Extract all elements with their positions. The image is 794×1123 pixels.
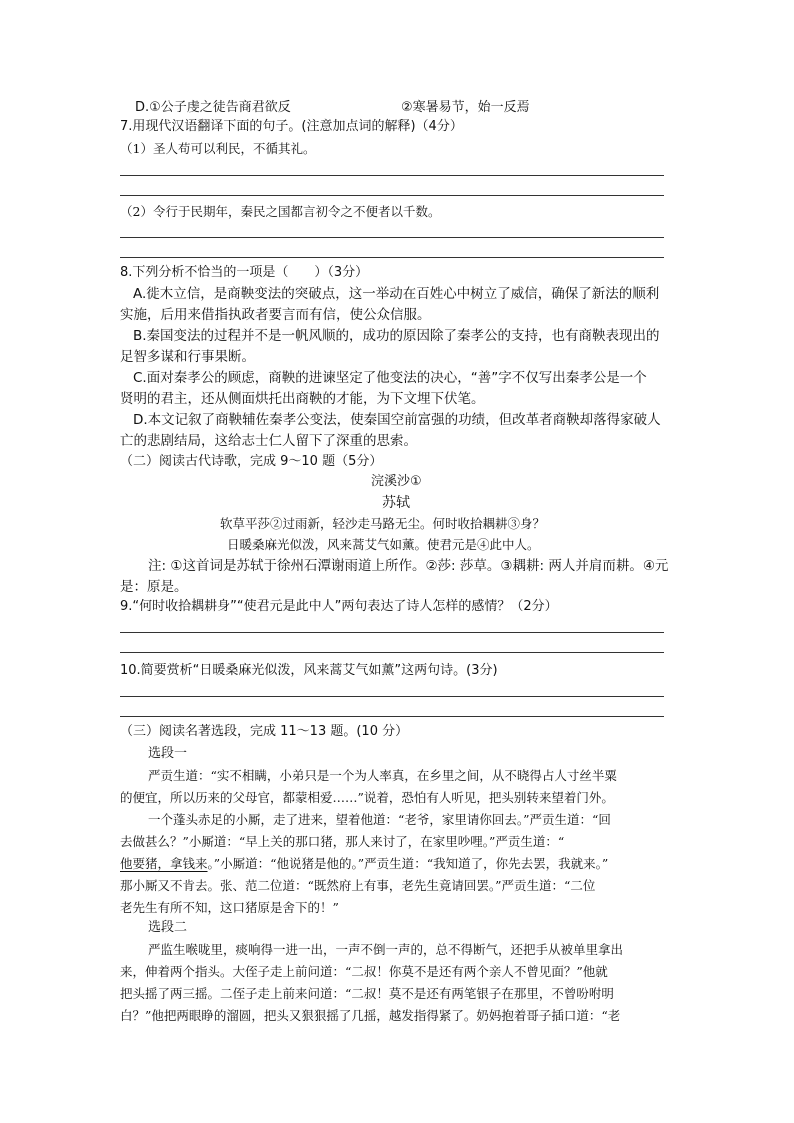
poem-line-1: 软草平莎②过雨新，轻沙走马路无尘。何时收拾耦耕③身？: [220, 516, 546, 531]
q6-option-d-left: D.①公子虔之徒告商君欲反: [135, 100, 291, 115]
classic-section-heading: （三）阅读名著选段，完成 11～13 题。(10 分）: [120, 724, 409, 739]
q8-option-a-line2: 实施，后用来借指执政者要言而有信，使公众信服。: [120, 307, 431, 323]
q8-option-b-line1: B.秦国变法的过程并不是一帆风顺的，成功的原因除了秦孝公的支持，也有商鞅表现出的: [133, 328, 660, 344]
q8-option-a-line1: A.徙木立信，是商鞅变法的突破点，这一举动在百姓心中树立了威信，确保了新法的顺利: [133, 286, 660, 302]
q9-stem: 9.“何时收拾耦耕身”“使君元是此中人”两句表达了诗人怎样的感情？（2分）: [120, 599, 558, 614]
excerpt-1-line: 一个蓬头赤足的小厮，走了进来，望着他道：“老爷，家里请你回去。”严贡生道：“回: [148, 812, 611, 827]
q10-stem: 10.简要赏析“日暖桑麻光似泼，风来蒿艾气如薰”这两句诗。(3分): [120, 663, 498, 678]
excerpt-2-line: 把头摇了两三摇。二侄子走上前来问道：“二叔！莫不是还有两笔银子在那里，不曾吩咐明: [120, 986, 614, 1001]
excerpt-1-line: 去做甚么？”小厮道：“早上关的那口猪，那人来讨了，在家里吵哩。”严贡生道：“: [120, 834, 565, 849]
excerpt-2-line: 来，伸着两个指头。大侄子走上前问道：“二叔！你莫不是还有两个亲人不曾见面？”他就: [120, 964, 608, 979]
q8-option-c-line1: C.面对秦孝公的顾虑，商鞅的进谏坚定了他变法的决心，“善”字不仅写出秦孝公是一个: [133, 370, 647, 386]
excerpt-1-line: [120, 855, 608, 873]
q8-option-b-line2: 足智多谋和行事果断。: [120, 349, 255, 365]
answer-line: [120, 195, 664, 196]
q8-option-c-line2: 贤明的君主，还从侧面烘托出商鞅的才能，为下文埋下伏笔。: [120, 391, 485, 407]
excerpt-1-heading: 选段一: [148, 746, 188, 761]
q7-stem: 7.用现代汉语翻译下面的句子。(注意加点词的解释)（4分）: [120, 119, 463, 134]
excerpt-1-line-rest: 。”小厮道：“他说猪是他的。”严贡生道：“我知道了，你先去罢，我就来。”: [207, 856, 609, 871]
answer-line: [120, 257, 664, 258]
q8-option-d-line1: D.本文记叙了商鞅辅佐秦孝公变法，使秦国空前富强的功绩，但改革者商鞅却落得家破人: [133, 412, 661, 428]
answer-line: [120, 696, 664, 697]
poem-note-line1: 注: ①这首词是苏轼于徐州石潭谢雨道上所作。②莎: 莎草。③耦耕: 两人并肩而耕。④元: [148, 558, 669, 574]
q7-sentence-1: （1）圣人苟可以利民，不循其礼。: [120, 141, 316, 156]
excerpt-1-line: 的便宜，所以历来的父母官，都蒙相爱……”说着，恐怕有人听见，把头别转来望着门外。: [120, 790, 614, 805]
answer-line: [120, 237, 664, 238]
poem-title: 浣溪沙①: [371, 474, 422, 489]
q7-sentence-2: （2）令行于民期年，秦民之国都言初令之不便者以千数。: [120, 204, 441, 219]
excerpt-1-line: 严贡生道：“实不相瞒，小弟只是一个为人率真，在乡里之间，从不晓得占人寸丝半粟: [148, 768, 617, 783]
excerpt-2-line: 严监生喉咙里，痰响得一进一出，一声不倒一声的，总不得断气，还把手从被单里拿出: [148, 942, 624, 957]
poem-note-line2: 是：原是。: [120, 579, 188, 595]
q6-option-d-right: ②寒暑易节，始一反焉: [401, 100, 530, 115]
excerpt-1-line: 那小厮又不肯去。张、范二位道：“既然府上有事，老先生竟请回罢。”严贡生道：“二位: [120, 878, 596, 893]
underlined-phrase: 他要猪，拿钱来: [120, 856, 208, 871]
poem-line-2: 日暖桑麻光似泼，风来蒿艾气如薰。使君元是④此中人。: [227, 537, 540, 552]
q8-stem: 8.下列分析不恰当的一项是（ ）（3分）: [120, 265, 369, 280]
answer-line: [120, 175, 664, 176]
answer-line: [120, 652, 664, 653]
excerpt-2-heading: 选段二: [148, 920, 188, 935]
answer-line: [120, 716, 664, 717]
excerpt-1-line: 老先生有所不知，这口猪原是舍下的！”: [120, 900, 339, 915]
poem-author: 苏轼: [382, 495, 410, 511]
answer-line: [120, 632, 664, 633]
excerpt-2-line: 白？”他把两眼睁的溜圆，把头又狠狠摇了几摇，越发指得紧了。奶妈抱着哥子插口道：“老: [120, 1008, 621, 1023]
poem-section-heading: （二）阅读古代诗歌，完成 9～10 题（5分）: [120, 454, 383, 469]
q8-option-d-line2: 亡的悲剧结局，这给志士仁人留下了深重的思索。: [120, 433, 417, 449]
